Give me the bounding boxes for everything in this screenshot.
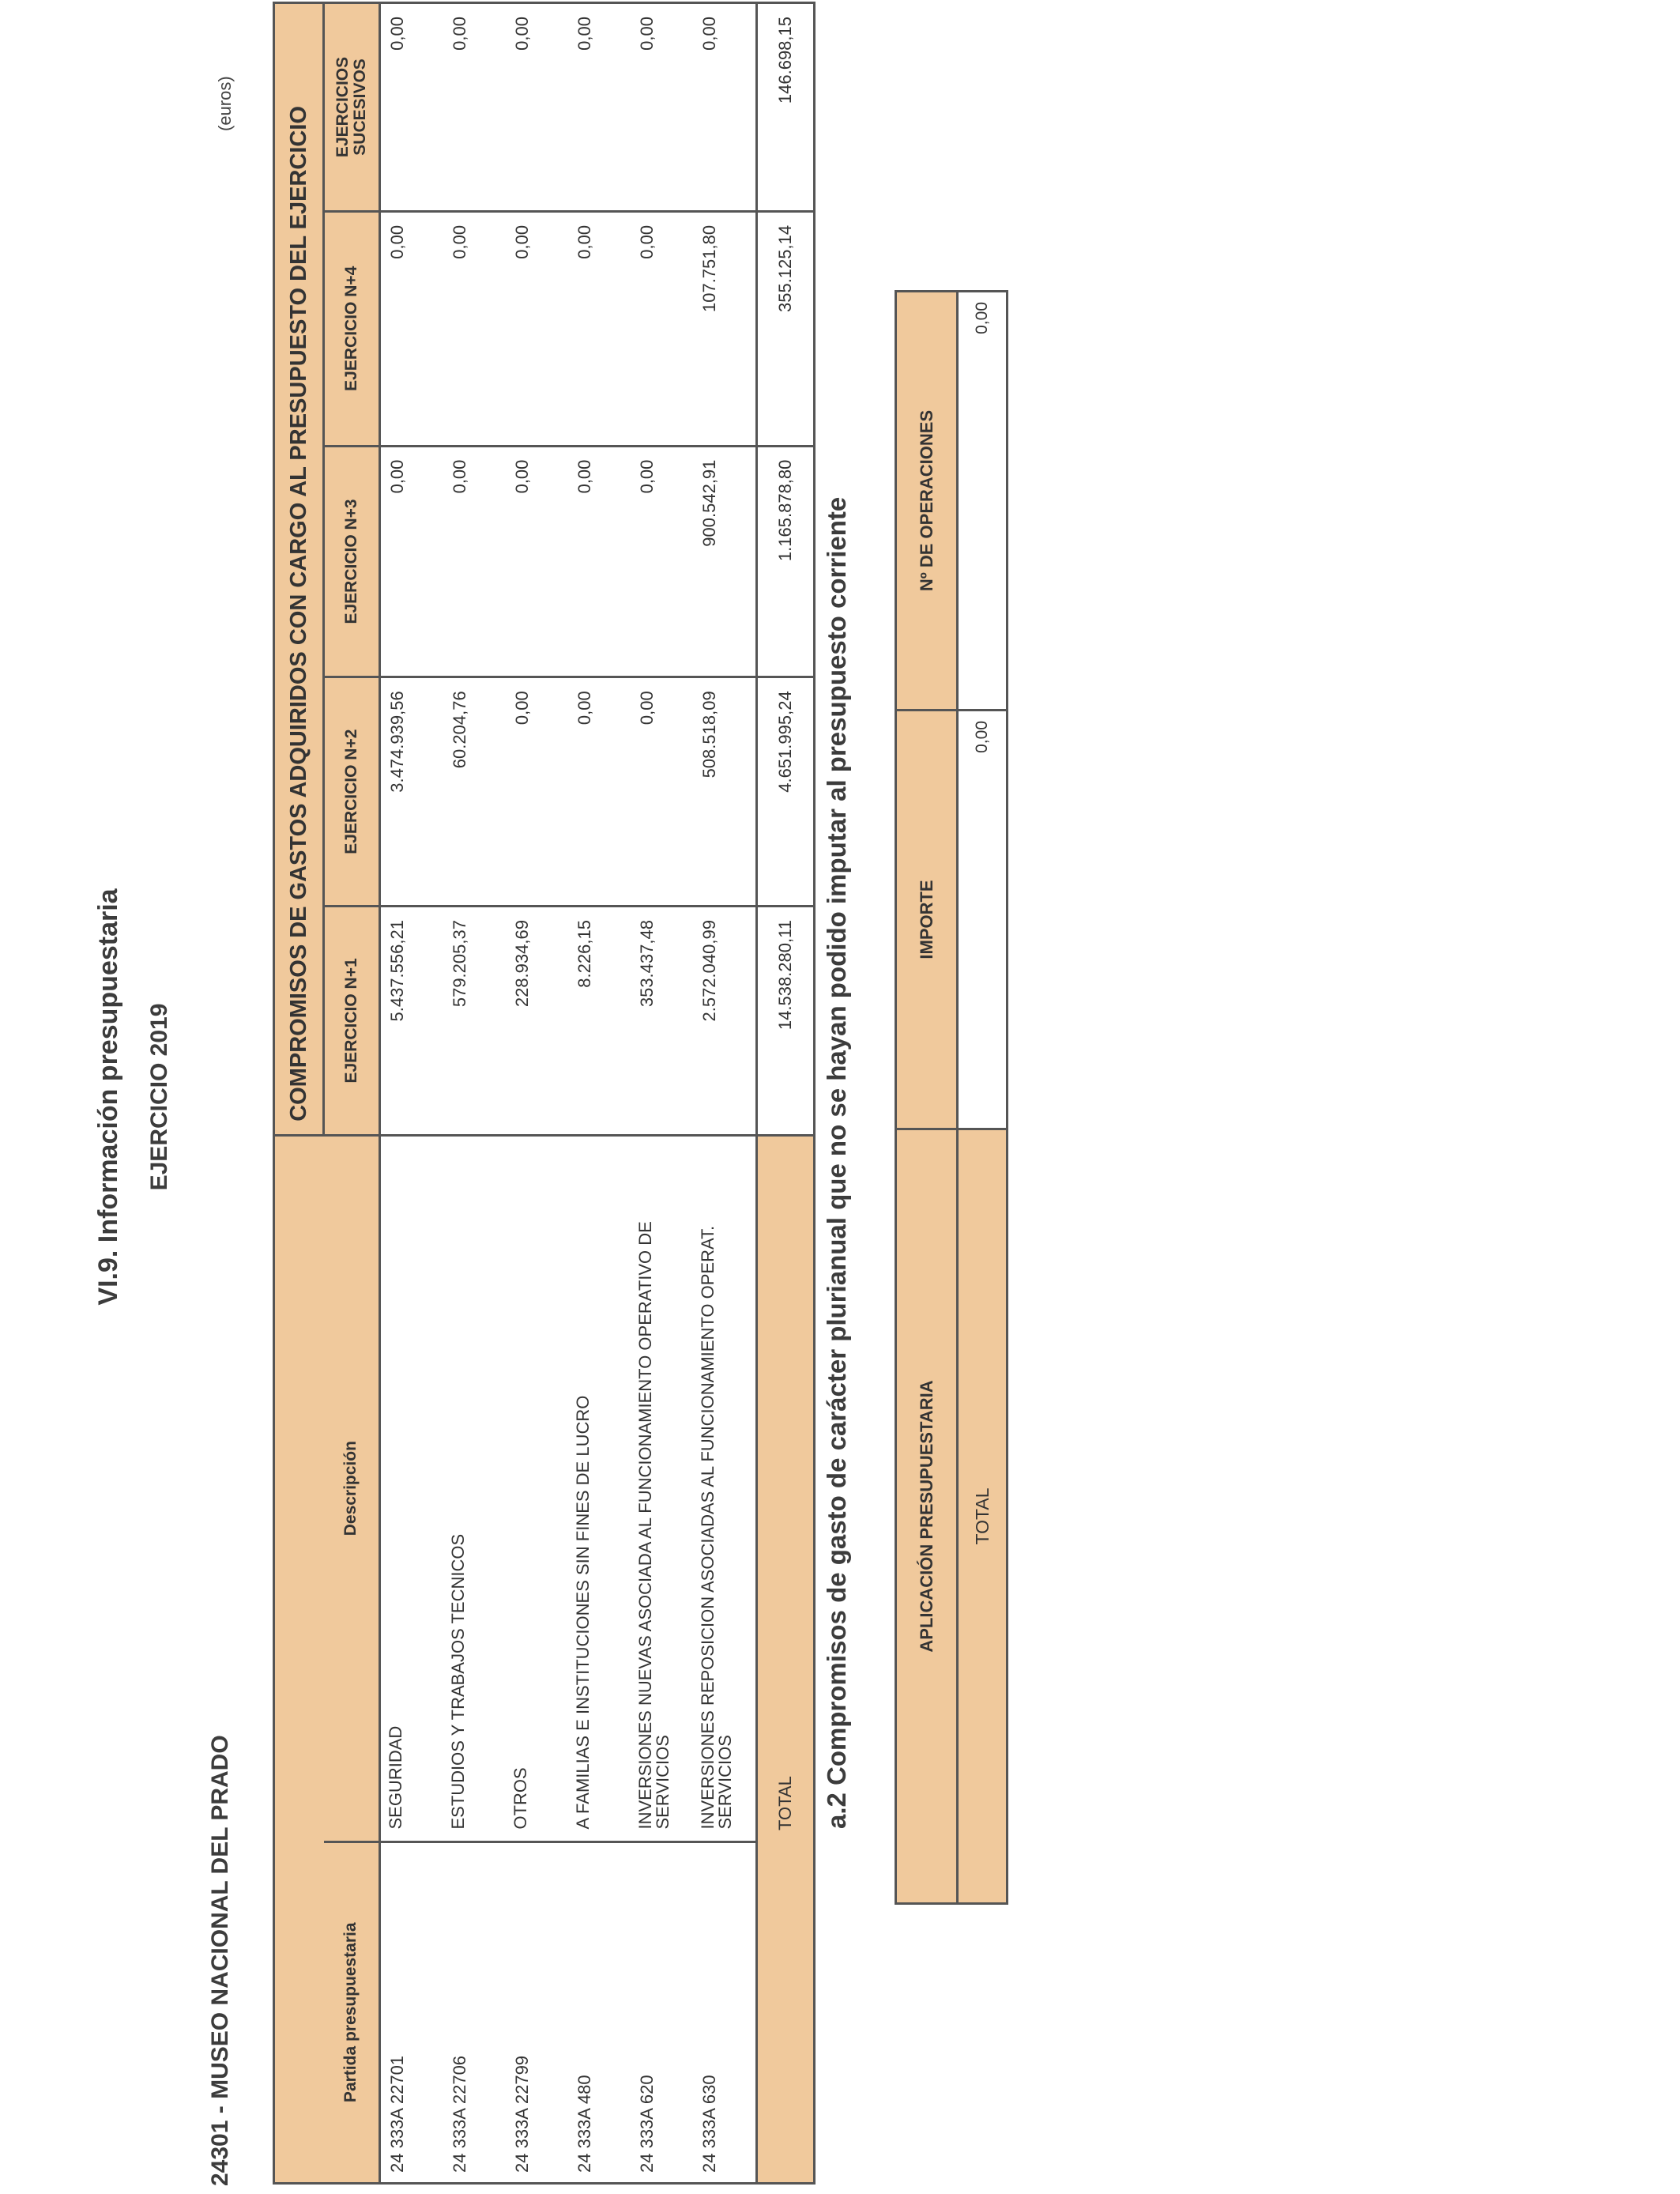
col-sucesivos: EJERCICIOS SUCESIVOS [324,3,380,212]
partida-cell: 24 333A 630 [693,1842,757,2183]
n2-cell: 3.474.939,56 [380,677,444,907]
n2-cell: 60.204,76 [443,677,506,907]
n2-cell: 508.518,09 [693,677,757,907]
pluriannual-table [895,290,1008,1905]
group-header: COMPROMISOS DE GASTOS ADQUIRIDOS CON CARGO AL PRESUPUESTO DEL EJERCICIO [274,3,324,1136]
descripcion-cell: INVERSIONES REPOSICION ASOCIADAS AL FUNCIONAMIENTO OPERAT. SERVICIOS [693,1135,757,1842]
n4-cell: 0,00 [443,211,506,446]
n1-cell: 228.934,69 [506,907,568,1136]
descripcion-cell: INVERSIONES NUEVAS ASOCIADA AL FUNCIONAMIENTO OPERATIVO DE SERVICIOS [631,1135,693,1842]
col-n2: EJERCICIO N+2 [324,677,380,907]
page-subtitle: EJERCICIO 2019 [146,1003,172,1191]
n2-cell: 0,00 [631,677,693,907]
partida-cell: 24 333A 620 [631,1842,693,2183]
col-n3: EJERCICIO N+3 [324,446,380,677]
n4-cell: 0,00 [506,211,568,446]
n1-cell: 579.205,37 [443,907,506,1136]
n3-cell: 0,00 [380,446,444,677]
col-operaciones: Nº DE OPERACIONES [896,292,958,711]
entity-name: 24301 - MUSEO NACIONAL DEL PRADO [207,1735,233,2186]
total-n4: 355.125,14 [757,211,815,446]
col-n4: EJERCICIO N+4 [324,211,380,446]
n3-cell: 0,00 [506,446,568,677]
n3-cell: 900.542,91 [693,446,757,677]
sucesivos-cell: 0,00 [568,3,631,212]
header-blank [274,1135,324,2183]
descripcion-cell: OTROS [506,1135,568,1842]
a2-total-row [958,292,1008,1904]
col-partida: Partida presupuestaria [324,1842,380,2183]
n1-cell: 5.437.556,21 [380,907,444,1136]
partida-cell: 24 333A 22701 [380,1842,444,2183]
col-importe: IMPORTE [896,711,958,1129]
n4-cell: 107.751,80 [693,211,757,446]
col-aplicacion: APLICACIÓN PRESUPUESTARIA [896,1129,958,1904]
total-n1: 14.538.280,11 [757,907,815,1136]
partida-cell: 24 333A 22799 [506,1842,568,2183]
n3-cell: 0,00 [443,446,506,677]
sucesivos-cell: 0,00 [380,3,444,212]
sucesivos-cell: 0,00 [506,3,568,212]
n3-cell: 0,00 [568,446,631,677]
page-title: VI.9. Información presupuestaria [93,888,123,1306]
n4-cell: 0,00 [380,211,444,446]
a2-total-label: TOTAL [958,1129,1008,1904]
a2-total-importe: 0,00 [958,711,1008,1129]
n1-cell: 8.226,15 [568,907,631,1136]
sucesivos-cell: 0,00 [443,3,506,212]
n2-cell: 0,00 [568,677,631,907]
currency-note: (euros) [215,76,235,131]
n3-cell: 0,00 [631,446,693,677]
n2-cell: 0,00 [506,677,568,907]
commitments-table [273,2,816,2185]
table-row [506,3,568,2184]
n1-cell: 2.572.040,99 [693,907,757,1136]
col-descripcion: Descripción [324,1135,380,1842]
descripcion-cell: ESTUDIOS Y TRABAJOS TECNICOS [443,1135,506,1842]
total-row [757,3,815,2184]
sucesivos-cell: 0,00 [631,3,693,212]
total-blank [757,1842,815,2183]
partida-cell: 24 333A 22706 [443,1842,506,2183]
table-row [693,3,757,2184]
partida-cell: 24 333A 480 [568,1842,631,2183]
sucesivos-cell: 0,00 [693,3,757,212]
n4-cell: 0,00 [568,211,631,446]
n1-cell: 353.437,48 [631,907,693,1136]
a2-total-operaciones: 0,00 [958,292,1008,711]
table-row [380,3,444,2184]
col-n1: EJERCICIO N+1 [324,907,380,1136]
table-row [443,3,506,2184]
descripcion-cell: A FAMILIAS E INSTITUCIONES SIN FINES DE LUCRO [568,1135,631,1842]
total-sucesivos: 146.698,15 [757,3,815,212]
total-label: TOTAL [757,1135,815,1842]
section-a2-heading: a.2 Compromisos de gasto de carácter plurianual que no se hayan podido imputar al presupuesto corriente [822,496,851,1829]
total-n3: 1.165.878,80 [757,446,815,677]
n4-cell: 0,00 [631,211,693,446]
descripcion-cell: SEGURIDAD [380,1135,444,1842]
table-row [631,3,693,2184]
total-n2: 4.651.995,24 [757,677,815,907]
table-row [568,3,631,2184]
